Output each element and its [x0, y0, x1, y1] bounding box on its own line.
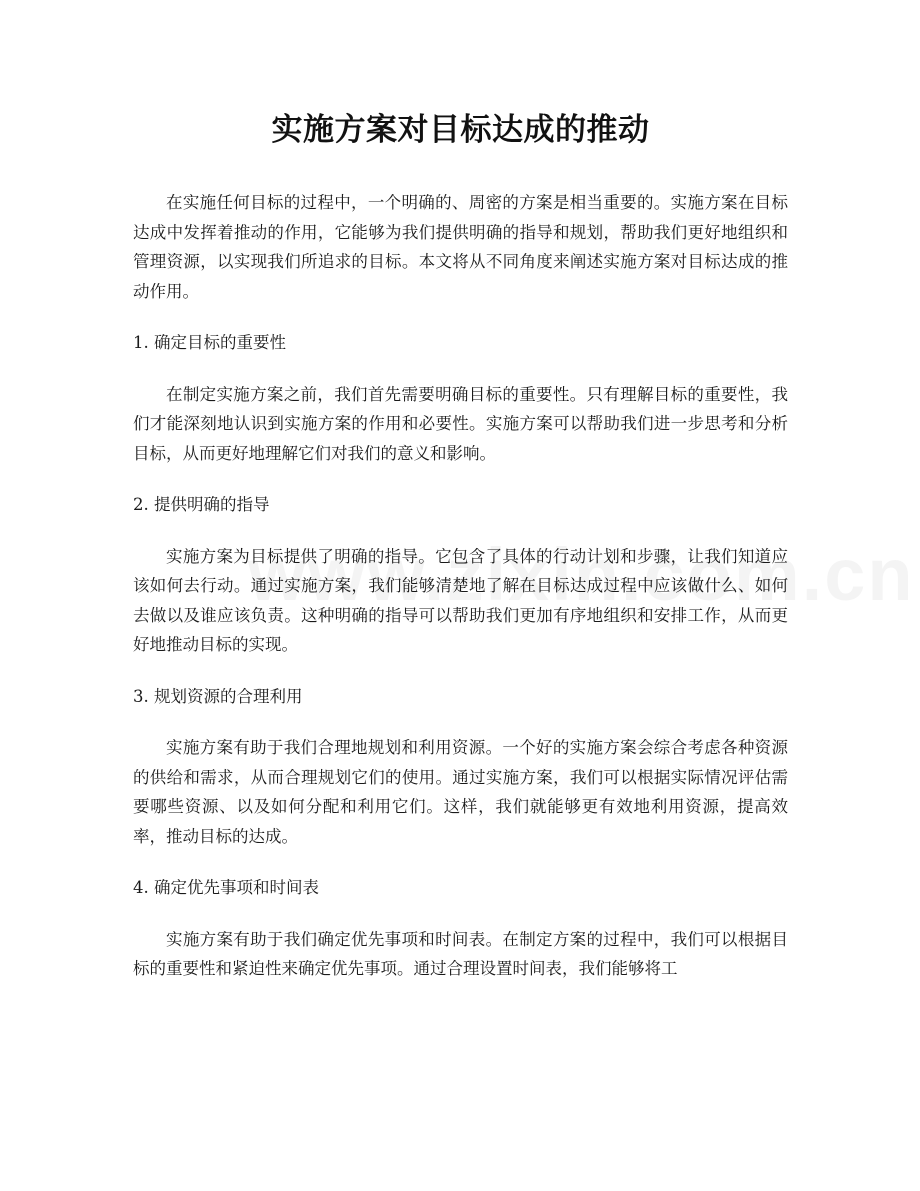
section-heading-1: 1. 确定目标的重要性 — [133, 333, 286, 352]
section-heading-4: 4. 确定优先事项和时间表 — [133, 878, 319, 897]
section-body-1: 在制定实施方案之前，我们首先需要明确目标的重要性。只有理解目标的重要性，我们才能深刻地认识到实施方案的作用和必要性。实施方案可以帮助我们进一步思考和分析目标，从而更好地理解它们对我们的意义和影响。 — [133, 384, 788, 463]
intro-paragraph: 在实施任何目标的过程中，一个明确的、周密的方案是相当重要的。实施方案在目标达成中发挥着推动的作用，它能够为我们提供明确的指导和规划，帮助我们更好地组织和管理资源，以实现我们所追求的目标。本文将从不同角度来阐述实施方案对目标达成的推动作用。 — [133, 193, 788, 301]
section-body-4: 实施方案有助于我们确定优先事项和时间表。在制定方案的过程中，我们可以根据目标的重要性和紧迫性来确定优先事项。通过合理设置时间表，我们能够将工 — [133, 929, 788, 978]
section-body-2: 实施方案为目标提供了明确的指导。它包含了具体的行动计划和步骤，让我们知道应该如何去行动。通过实施方案，我们能够清楚地了解在目标达成过程中应该做什么、如何去做以及谁应该负责。这种明确的指导可以帮助我们更加有序地组织和安排工作，从而更好地推动目标的实现。 — [133, 546, 788, 654]
section-heading-3: 3. 规划资源的合理利用 — [133, 686, 303, 706]
section-heading-2: 2. 提供明确的指导 — [133, 495, 270, 514]
section-body-3: 实施方案有助于我们合理地规划和利用资源。一个好的实施方案会综合考虑各种资源的供给和需求，从而合理规划它们的使用。通过实施方案，我们可以根据实际情况评估需要哪些资源、以及如何分配和利用它们。这样，我们就能够更有效地利用资源，提高效率，推动目标的达成。 — [133, 738, 788, 846]
document-title: 实施方案对目标达成的推动 — [271, 112, 650, 148]
